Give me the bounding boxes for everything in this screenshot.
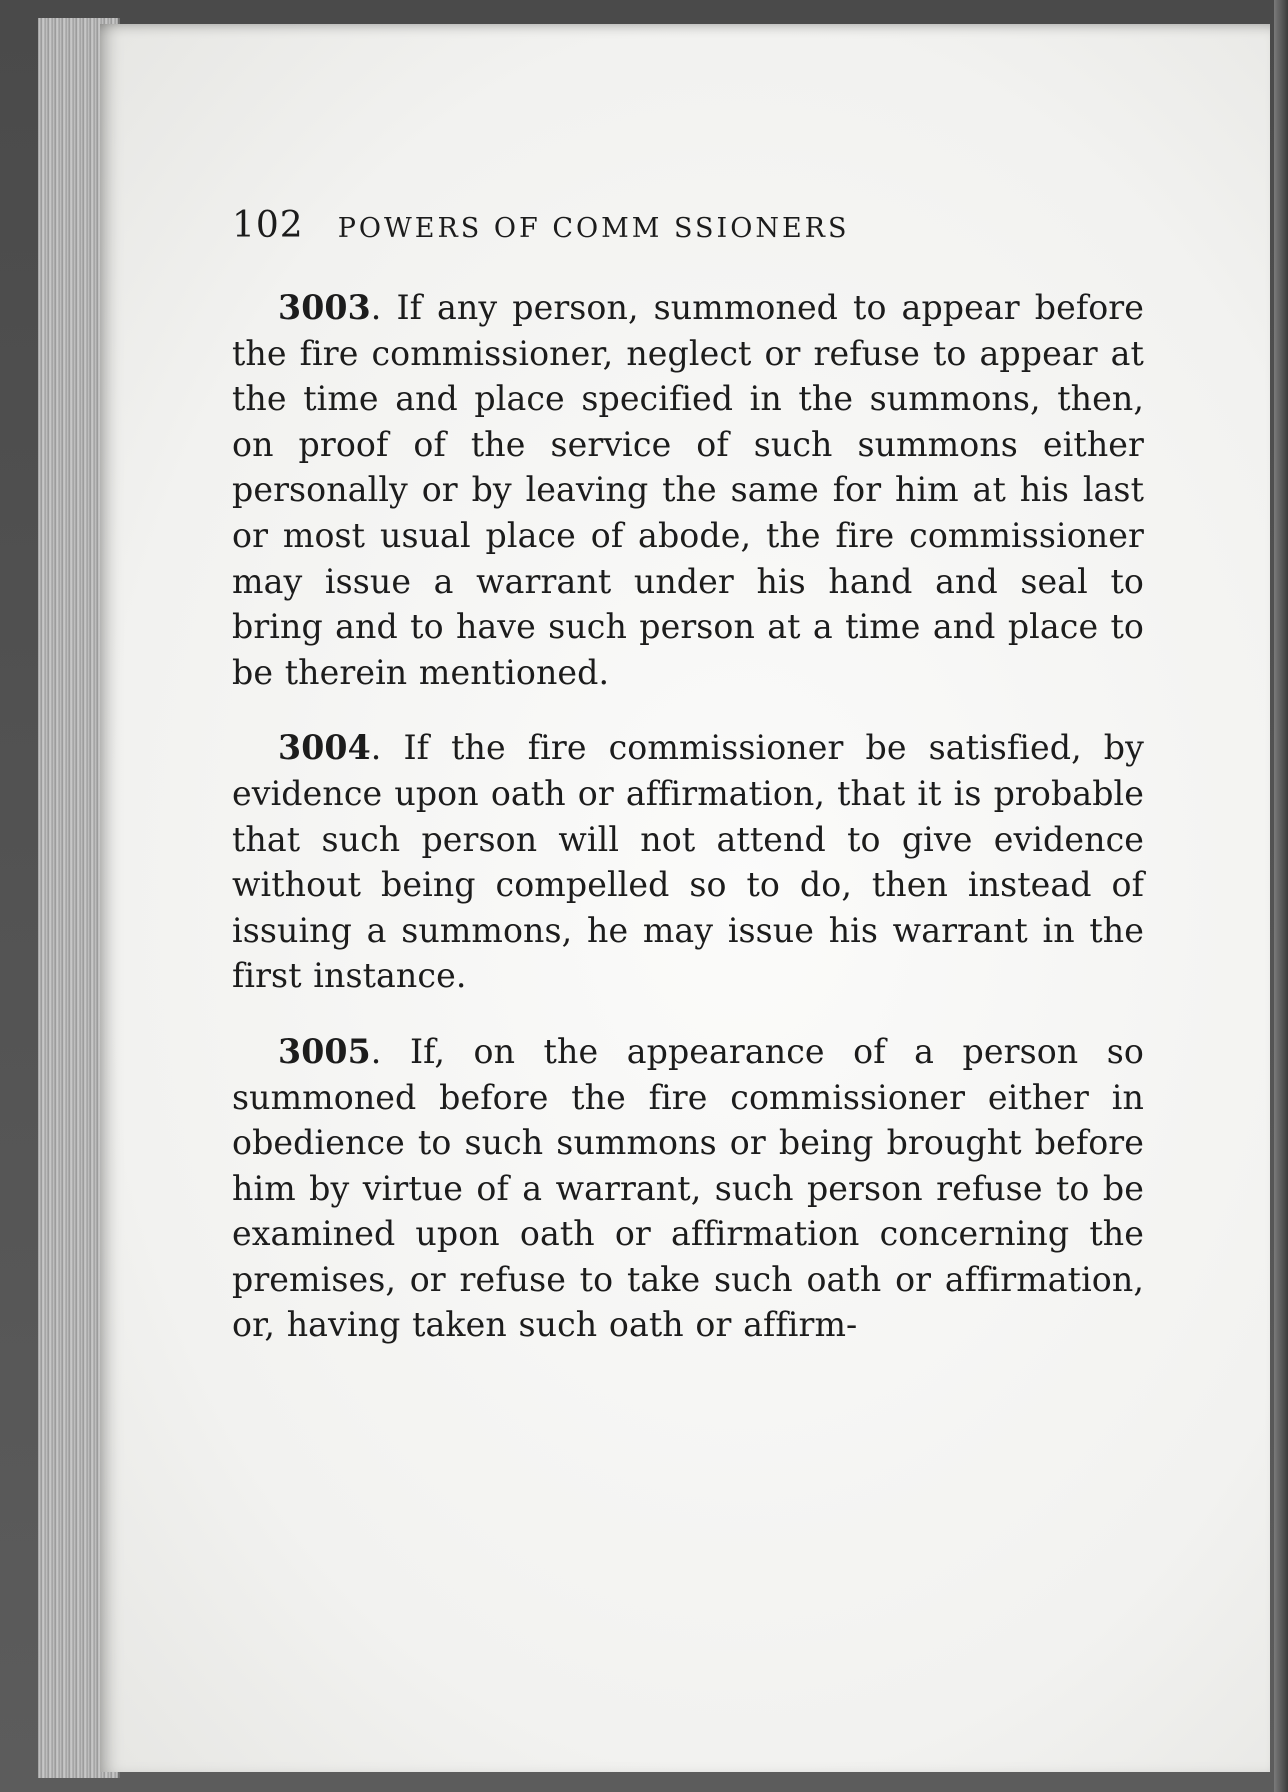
section-3003: 3003. If any person, summoned to appear before the fire commissioner, neglect or refuse to appear at the time and place specified in the summons, then, on proof of the service of such summons either personally or by leaving the same for him at his last or most usual place of abode, the fire commissioner may issue a warrant under his hand and seal to bring and to have such person at a time and place to be therein mentioned.	[232, 288, 1144, 692]
scan-right-edge	[1274, 0, 1288, 1792]
section-text: If the fire commissioner be satisfied, by evidence upon oath or affirmation, that it is probable that such person will not attend to give evidence without being compelled so to do, then instead of issuing a summons, he may issue his warrant in the first instance.	[232, 728, 1144, 996]
section-3004: 3004. If the fire commissioner be satisfied, by evidence upon oath or affirmation, that it is probable that such person will not attend to give evidence without being compelled so to do, then instead of issuing a summons, he may issue his warrant in the first instance.	[232, 728, 1144, 996]
section-number: 3004	[278, 728, 371, 768]
section-text: If, on the appearance of a person so summoned before the fire commissioner either in obedience to such summons or being brought before him by virtue of a warrant, such person refuse to be examined upon oath or affirmation concerning the premises, or refuse to take such oath or affirmation, or, having taken such oath or affirm-	[232, 1031, 1144, 1345]
page-heading: POWERS OF COMM SSIONERS	[337, 213, 850, 244]
running-head	[232, 205, 1144, 265]
text-block	[232, 205, 1144, 1378]
page-number: 102	[232, 205, 304, 246]
section-3005: 3005. If, on the appearance of a person so summoned before the fire commissioner either in obedience to such summons or being brought before him by virtue of a warrant, such person refuse to be examined upon oath or affirmation concerning the premises, or refuse to take such oath or affirmation, or, having taken such oath or affirm-	[232, 1031, 1144, 1345]
section-number: 3005	[278, 1031, 371, 1071]
section-text: If any person, summoned to appear before the fire commissioner, neglect or refuse to appear at the time and place specified in the summons, then, on proof of the service of such summons either personally or by leaving the same for him at his last or most usual place of abode, the fire commissioner may issue a warrant under his hand and seal to bring and to have such person at a time and place to be therein mentioned.	[232, 288, 1144, 692]
section-number: 3003	[278, 288, 371, 327]
